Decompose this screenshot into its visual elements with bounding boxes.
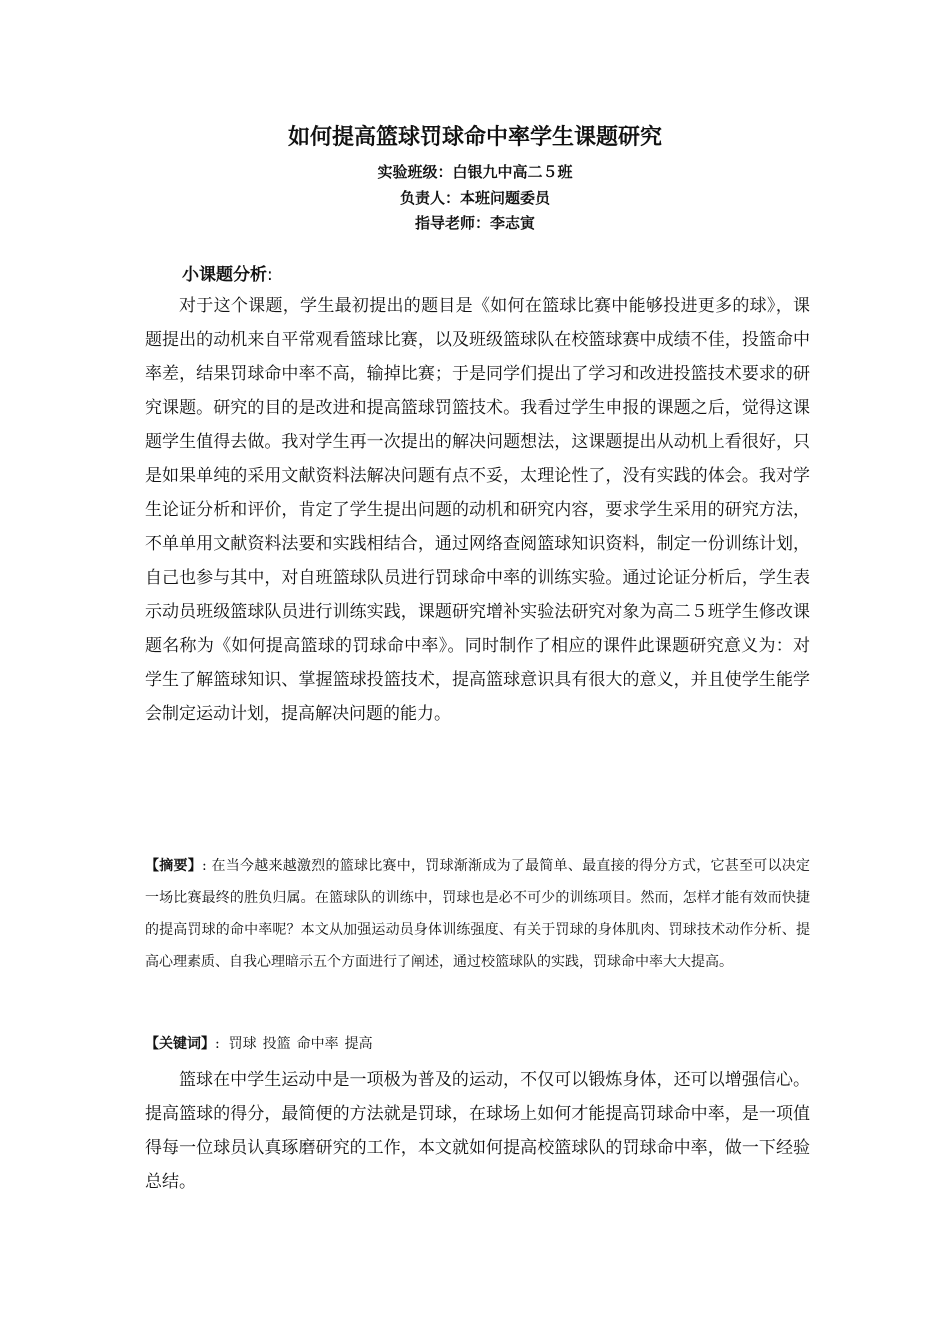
class-line: 实验班级：白银九中高二５班: [377, 163, 573, 181]
keywords-label: 【关键词】: [145, 1036, 215, 1052]
analysis-heading: [182, 262, 273, 288]
keyword-item: 罚球: [228, 1036, 257, 1052]
analysis-paragraph: 对于这个课题，学生最初提出的题目是《如何在篮球比赛中能够投进更多的球》，课题提出的动机来自平常观看篮球比赛，以及班级篮球队在校篮球赛中成绩不佳，投篮命中率差，结果罚球命中率不高，输掉比赛；于是同学们提出了学习和改进投篮技术要求的研究课题。研究的目的是改进和提高篮球罚篮技术。我看过学生申报的课题之后，觉得这课题学生值得去做。我对学生再一次提出的解决问题想法，这课题提出从动机上看很好，只是如果单纯的采用文献资料法解决问题有点不妥，太理论性了，没有实践的体会。我对学生论证分析和评价，肯定了学生提出问题的动机和研究内容，要求学生采用的研究方法，不单单用文献资料法要和实践相结合，通过网络查阅篮球知识资料，制定一份训练计划，自己也参与其中，对自班篮球队员进行罚球命中率的训练实验。通过论证分析后，学生表示动员班级篮球队员进行训练实践，课题研究增补实验法研究对象为高二５班学生修改课题名称为《如何提高篮球的罚球命中率》。同时制作了相应的课件此课题研究意义为：对学生了解篮球知识、掌握篮球投篮技术，提高篮球意识具有很大的意义，并且使学生能学会制定运动计划，提高解决问题的能力。: [145, 296, 810, 724]
keyword-item: 提高: [344, 1036, 373, 1052]
keyword-item: 命中率: [296, 1036, 339, 1052]
abstract-text: : 在当今越来越激烈的篮球比赛中，罚球渐渐成为了最简单、最直接的得分方式，它甚至可以决定一场比赛最终的胜负归属。在篮球队的训练中，罚球也是必不可少的训练项目。然而，怎样才能有效而快捷的提高罚球的命中率呢？本文从加强运动员身体训练强度、有关于罚球的身体肌肉、罚球技术动作分析、提高心理素质、自我心理暗示五个方面进行了阐述，通过校篮球队的实践，罚球命中率大大提高。: [145, 858, 810, 970]
teacher-line: 指导老师：李志寅: [414, 214, 535, 232]
owner-line: 负责人：本班问题委员: [399, 189, 550, 207]
analysis-heading-text: 小课题分析: [182, 265, 267, 285]
abstract-paragraph: [145, 850, 810, 978]
analysis-heading-colon: :: [267, 265, 273, 285]
intro-paragraph: 篮球在中学生运动中是一项极为普及的运动，不仅可以锻炼身体，还可以增强信心。提高篮球的得分，最简便的方法就是罚球，在球场上如何才能提高罚球命中率，是一项值得每一位球员认真琢磨研究的工作，本文就如何提高校篮球队的罚球命中率，做一下经验总结。: [145, 1070, 810, 1192]
abstract-label: 【摘要】: [145, 858, 203, 874]
keywords-line: [145, 1030, 810, 1058]
keywords-colon: :: [215, 1036, 220, 1052]
keyword-item: 投篮: [262, 1036, 291, 1052]
document-title: 如何提高篮球罚球命中率学生课题研究: [287, 125, 662, 150]
